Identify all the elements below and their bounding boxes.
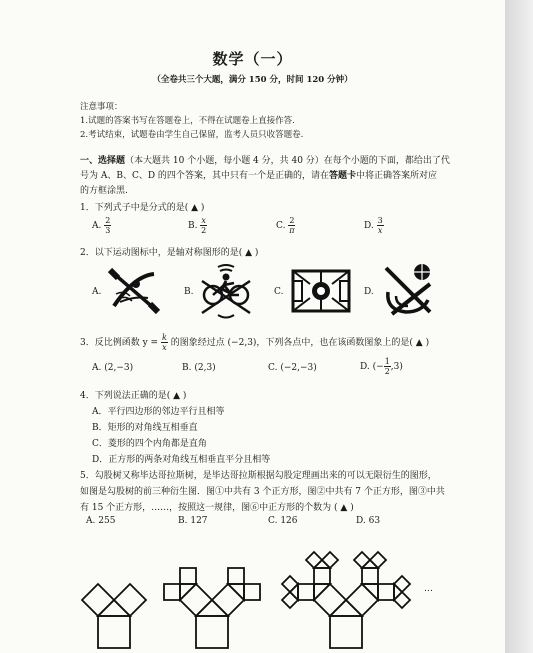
section1-heading: 一、选择题 xyxy=(80,156,126,166)
basketball-crossed-icon xyxy=(382,262,434,318)
q1-option-d-fraction xyxy=(377,216,384,235)
tree-square xyxy=(362,568,378,584)
q1-option-c-num: 2 xyxy=(289,216,295,225)
q3-option-d-post: ,3) xyxy=(390,362,403,372)
page-subtitle: （全卷共三个大题，满分 150 分，时间 120 分钟） xyxy=(152,75,353,85)
q1-option-a-label: A. xyxy=(92,221,102,231)
q1-option-d xyxy=(364,216,384,235)
q3-stem xyxy=(80,333,429,352)
q3-stem-part2: 的图象经过点 (−2,3)，下列各点中，也在该函数图象上的是( ▲ ) xyxy=(170,338,430,348)
tree-triangle xyxy=(196,600,228,616)
tree-square xyxy=(282,592,298,608)
q3-stem-den: x xyxy=(162,343,167,352)
q1-option-a xyxy=(92,216,111,235)
tree-square xyxy=(228,568,244,584)
tree-square xyxy=(322,552,338,568)
kayak-icon xyxy=(108,266,160,316)
q1-option-b-den: 2 xyxy=(201,226,207,235)
section1-intro-text1: （本大题共 10 个小题，每小题 4 分，共 40 分）在每个小题的下面，都给出了代 xyxy=(125,156,450,166)
q3-option-d-pre: (− xyxy=(372,362,384,372)
tree-square xyxy=(378,584,394,600)
tree-square xyxy=(180,584,212,616)
q5-line2: 如图是勾股树的前三种衍生图．图①中共有 3 个正方形，图②中共有 7 个正方形，图③中共 xyxy=(80,487,445,497)
q3-option-d-num: 1 xyxy=(384,357,390,366)
q5-ellipsis: … xyxy=(424,584,433,594)
tree-square xyxy=(298,584,314,600)
page-title: 数学（一） xyxy=(212,50,293,68)
q5-option-c-text: 126 xyxy=(280,516,298,526)
q1-option-b-num: x xyxy=(201,216,206,225)
q3-option-c xyxy=(268,363,317,373)
q3-option-d-label: D. xyxy=(360,362,370,372)
q1-option-a-fraction xyxy=(104,216,111,235)
q3-stem-num: k xyxy=(161,333,167,342)
section1-intro-line3: 的方框涂黑. xyxy=(80,186,128,196)
q1-option-c-fraction xyxy=(288,216,295,235)
tree-square xyxy=(164,584,180,600)
answer-card-label: 答题卡 xyxy=(328,171,356,181)
page-edge xyxy=(505,0,533,653)
q5-option-a-label: A. xyxy=(86,516,96,526)
tree-triangle xyxy=(180,584,196,600)
q1-option-b-label: B. xyxy=(188,221,198,231)
q2-option-b-label: B. xyxy=(184,287,194,297)
tree-square xyxy=(330,616,362,648)
tree-square xyxy=(82,584,114,616)
q3-option-a-text: (2,−3) xyxy=(104,363,134,373)
q1-option-a-den: 3 xyxy=(105,226,111,235)
section1-intro-line2 xyxy=(80,168,437,181)
q3-option-d xyxy=(360,357,403,376)
notice-heading: 注意事项： xyxy=(80,102,123,112)
q5-line3: 有 15 个正方形，……，按照这一规律，图⑥中正方形的个数为 ( ▲ ) xyxy=(80,503,354,513)
tree-triangle xyxy=(98,600,130,616)
q4-stem: 4．下列说法正确的是( ▲ ) xyxy=(80,391,187,401)
tree-square xyxy=(394,592,410,608)
soccer-field-icon xyxy=(290,266,352,316)
tree-square xyxy=(114,584,146,616)
q3-option-c-label: C. xyxy=(268,363,278,373)
q5-option-b xyxy=(178,516,208,526)
tree-square xyxy=(314,584,346,616)
tree-square xyxy=(244,584,260,600)
q2-option-d-label: D. xyxy=(364,287,374,297)
section1-intro-text2c: 中将正确答案所对应 xyxy=(355,171,437,181)
q1-option-b-fraction xyxy=(200,216,207,235)
q5-line1: 5．勾股树又称毕达哥拉斯树，是毕达哥拉斯根据勾股定理画出来的可以无限衍生的图形， xyxy=(80,471,437,481)
q2-option-a-label: A. xyxy=(92,287,102,297)
q5-option-d-text: 63 xyxy=(368,516,381,526)
cycling-icon xyxy=(198,263,254,321)
q5-option-b-label: B. xyxy=(178,516,188,526)
tree-triangle xyxy=(362,584,378,600)
q3-option-a-label: A. xyxy=(92,363,102,373)
tree-triangle xyxy=(330,600,362,616)
q1-option-c-den: π xyxy=(289,226,295,235)
q3-option-b xyxy=(182,363,216,373)
q1-option-c xyxy=(276,216,295,235)
tree-square xyxy=(306,552,322,568)
q4-option-d: D．正方形的两条对角线互相垂直平分且相等 xyxy=(92,455,271,465)
q1-option-c-label: C. xyxy=(276,221,286,231)
q4-option-b: B．矩形的对角线互相垂直 xyxy=(92,423,198,433)
tree-square xyxy=(180,568,196,584)
q2-option-c-label: C. xyxy=(274,287,284,297)
q3-option-c-text: (−2,−3) xyxy=(280,363,317,373)
q4-option-a: A．平行四边形的邻边平行且相等 xyxy=(92,407,225,417)
q5-option-d xyxy=(356,516,380,526)
tree-triangle xyxy=(314,584,330,600)
q5-option-a-text: 255 xyxy=(98,516,116,526)
tree-square xyxy=(196,616,228,648)
q3-option-d-fraction xyxy=(384,357,391,376)
q4-option-c: C．菱形的四个内角都是直角 xyxy=(92,439,207,449)
tree-square xyxy=(282,576,298,592)
q3-stem-fraction xyxy=(161,333,168,352)
q5-option-a xyxy=(86,516,115,526)
tree-square xyxy=(212,584,244,616)
tree-square xyxy=(314,568,330,584)
q1-option-d-label: D. xyxy=(364,221,374,231)
q3-option-a xyxy=(92,363,133,373)
q2-stem: 2．以下运动图标中，是轴对称图形的是( ▲ ) xyxy=(80,248,259,258)
tree-triangle xyxy=(228,584,244,600)
notice-item-1: 1.试题的答案书写在答题卷上，不得在试题卷上直接作答. xyxy=(80,116,295,126)
q1-option-a-num: 2 xyxy=(105,216,111,225)
tree-square xyxy=(354,552,370,568)
tree-square xyxy=(346,584,378,616)
q5-option-c-label: C. xyxy=(268,516,278,526)
notice-item-2: 2.考试结束，试题卷由学生自己保留，监考人员只收答题卷. xyxy=(80,130,304,140)
q5-option-b-text: 127 xyxy=(190,516,208,526)
q3-option-d-den: 2 xyxy=(384,367,390,376)
tree-square xyxy=(394,576,410,592)
q1-option-d-num: 3 xyxy=(377,216,383,225)
section1-intro-text2a: 号为 A、B、C、D 的四个答案，其中只有一个是正确的，请在 xyxy=(80,171,329,181)
tree-square xyxy=(98,616,130,648)
q5-option-d-label: D. xyxy=(356,516,366,526)
pythagoras-tree-figures xyxy=(0,540,505,653)
tree-square xyxy=(370,552,386,568)
q1-option-d-den: x xyxy=(377,226,383,235)
q5-option-c xyxy=(268,516,298,526)
q1-stem: 1．下列式子中是分式的是( ▲ ) xyxy=(80,203,205,213)
q3-option-b-label: B. xyxy=(182,363,192,373)
q3-stem-part1: 3．反比例函数 y = xyxy=(80,338,159,348)
section1-intro-line1 xyxy=(80,153,450,166)
q1-option-b xyxy=(188,216,207,235)
q3-option-b-text: (2,3) xyxy=(194,363,216,373)
